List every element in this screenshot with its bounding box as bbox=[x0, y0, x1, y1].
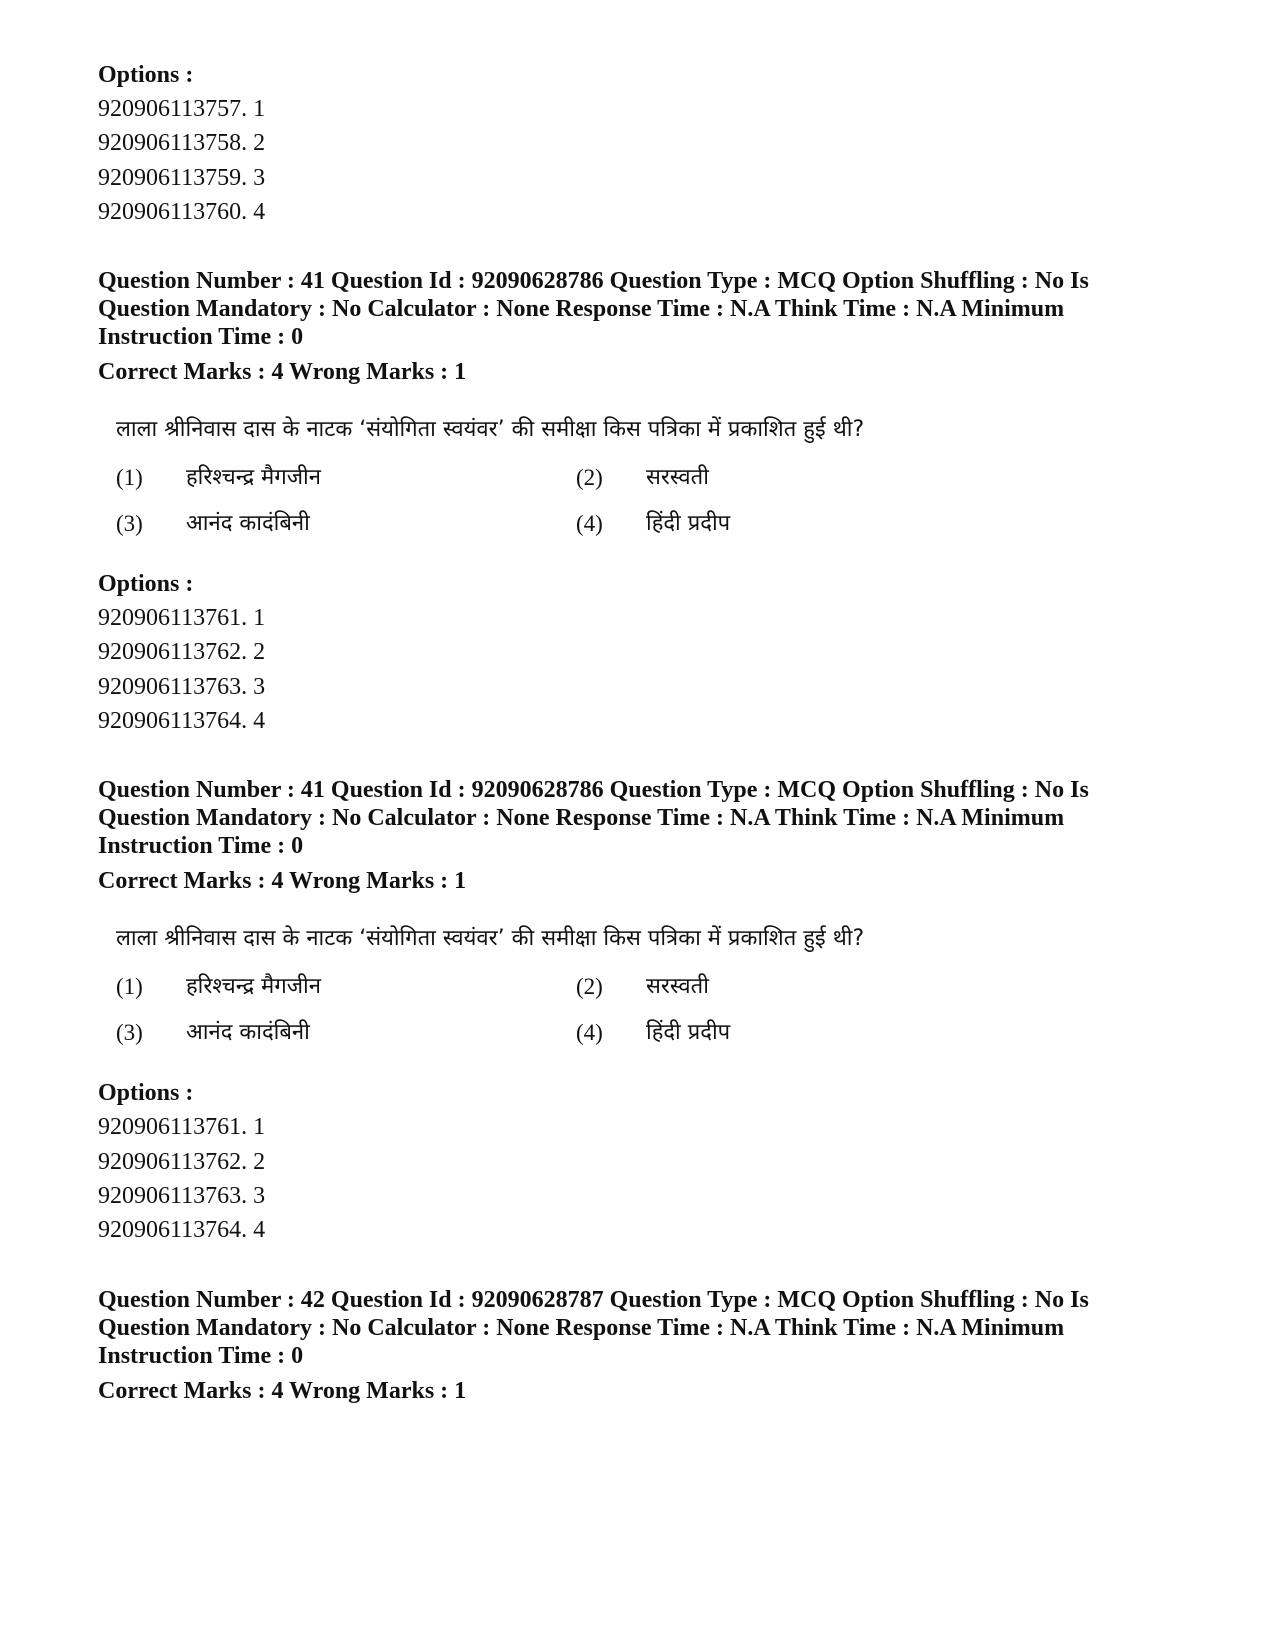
question-text: लाला श्रीनिवास दास के नाटक ‘संयोगिता स्वयंवर’ की समीक्षा किस पत्रिका में प्रकाशित हुई थी? bbox=[116, 926, 865, 952]
choice-number: (1) bbox=[116, 974, 143, 1000]
choice-label: आनंद कादंबिनी bbox=[186, 511, 310, 537]
choice-item bbox=[576, 509, 1036, 539]
choice-item bbox=[116, 1018, 576, 1048]
choice-number: (3) bbox=[116, 1020, 143, 1046]
choice-number: (2) bbox=[576, 465, 603, 491]
question-header: Question Mandatory : No Calculator : None Response Time : N.A Think Time : N.A Minimum bbox=[98, 805, 1065, 832]
question-header: Instruction Time : 0 bbox=[98, 833, 304, 860]
question-header: Instruction Time : 0 bbox=[98, 324, 304, 351]
choice-item bbox=[116, 509, 576, 539]
question-block bbox=[98, 267, 1198, 738]
choice-label: हिंदी प्रदीप bbox=[646, 1020, 731, 1046]
question-header: Question Mandatory : No Calculator : None Response Time : N.A Think Time : N.A Minimum bbox=[98, 296, 1065, 323]
choice-item bbox=[576, 1018, 1036, 1048]
options-block bbox=[98, 58, 1198, 229]
choice-label: आनंद कादंबिनी bbox=[186, 1020, 310, 1046]
document-page bbox=[98, 58, 1198, 1406]
option-line: 920906113761. 1 bbox=[98, 605, 266, 632]
question-header: Question Number : 42 Question Id : 92090628787 Question Type : MCQ Option Shuffling : No Is bbox=[98, 1286, 1089, 1313]
choice-label: हरिश्चन्द्र मैगजीन bbox=[186, 465, 321, 491]
option-line: 920906113758. 2 bbox=[98, 130, 266, 157]
choice-number: (4) bbox=[576, 1020, 603, 1046]
question-choices bbox=[116, 463, 1198, 539]
question-header: Question Number : 41 Question Id : 92090628786 Question Type : MCQ Option Shuffling : No Is bbox=[98, 777, 1089, 804]
question-choices bbox=[116, 972, 1198, 1048]
options-label: Options : bbox=[98, 62, 194, 88]
choice-number: (3) bbox=[116, 511, 143, 537]
choice-number: (2) bbox=[576, 974, 603, 1000]
choice-label: हरिश्चन्द्र मैगजीन bbox=[186, 974, 321, 1000]
option-line: 920906113759. 3 bbox=[98, 164, 266, 191]
option-line: 920906113764. 4 bbox=[98, 1217, 266, 1244]
option-line: 920906113762. 2 bbox=[98, 639, 266, 666]
question-block bbox=[98, 776, 1198, 1247]
options-block bbox=[98, 567, 1198, 738]
option-line: 920906113764. 4 bbox=[98, 708, 266, 735]
choice-label: सरस्वती bbox=[646, 465, 709, 491]
options-block bbox=[98, 1076, 1198, 1247]
question-header: Instruction Time : 0 bbox=[98, 1342, 304, 1369]
choice-item bbox=[116, 463, 576, 493]
choice-item bbox=[116, 972, 576, 1002]
choice-label: सरस्वती bbox=[646, 974, 709, 1000]
question-marks: Correct Marks : 4 Wrong Marks : 1 bbox=[98, 1377, 467, 1404]
question-marks: Correct Marks : 4 Wrong Marks : 1 bbox=[98, 359, 467, 386]
question-header: Question Number : 41 Question Id : 92090628786 Question Type : MCQ Option Shuffling : No Is bbox=[98, 268, 1089, 295]
choice-item bbox=[576, 463, 1036, 493]
question-header: Question Mandatory : No Calculator : None Response Time : N.A Think Time : N.A Minimum bbox=[98, 1314, 1065, 1341]
option-line: 920906113761. 1 bbox=[98, 1114, 266, 1141]
choice-label: हिंदी प्रदीप bbox=[646, 511, 731, 537]
option-line: 920906113763. 3 bbox=[98, 673, 266, 700]
choice-number: (1) bbox=[116, 465, 143, 491]
option-line: 920906113760. 4 bbox=[98, 198, 266, 225]
choice-item bbox=[576, 972, 1036, 1002]
question-marks: Correct Marks : 4 Wrong Marks : 1 bbox=[98, 868, 467, 895]
question-block bbox=[98, 1286, 1198, 1406]
option-line: 920906113757. 1 bbox=[98, 96, 266, 122]
option-line: 920906113763. 3 bbox=[98, 1182, 266, 1209]
choice-number: (4) bbox=[576, 511, 603, 537]
options-label: Options : bbox=[98, 571, 194, 598]
option-line: 920906113762. 2 bbox=[98, 1148, 266, 1175]
options-label: Options : bbox=[98, 1080, 194, 1107]
question-text: लाला श्रीनिवास दास के नाटक ‘संयोगिता स्वयंवर’ की समीक्षा किस पत्रिका में प्रकाशित हुई थी? bbox=[116, 417, 865, 443]
